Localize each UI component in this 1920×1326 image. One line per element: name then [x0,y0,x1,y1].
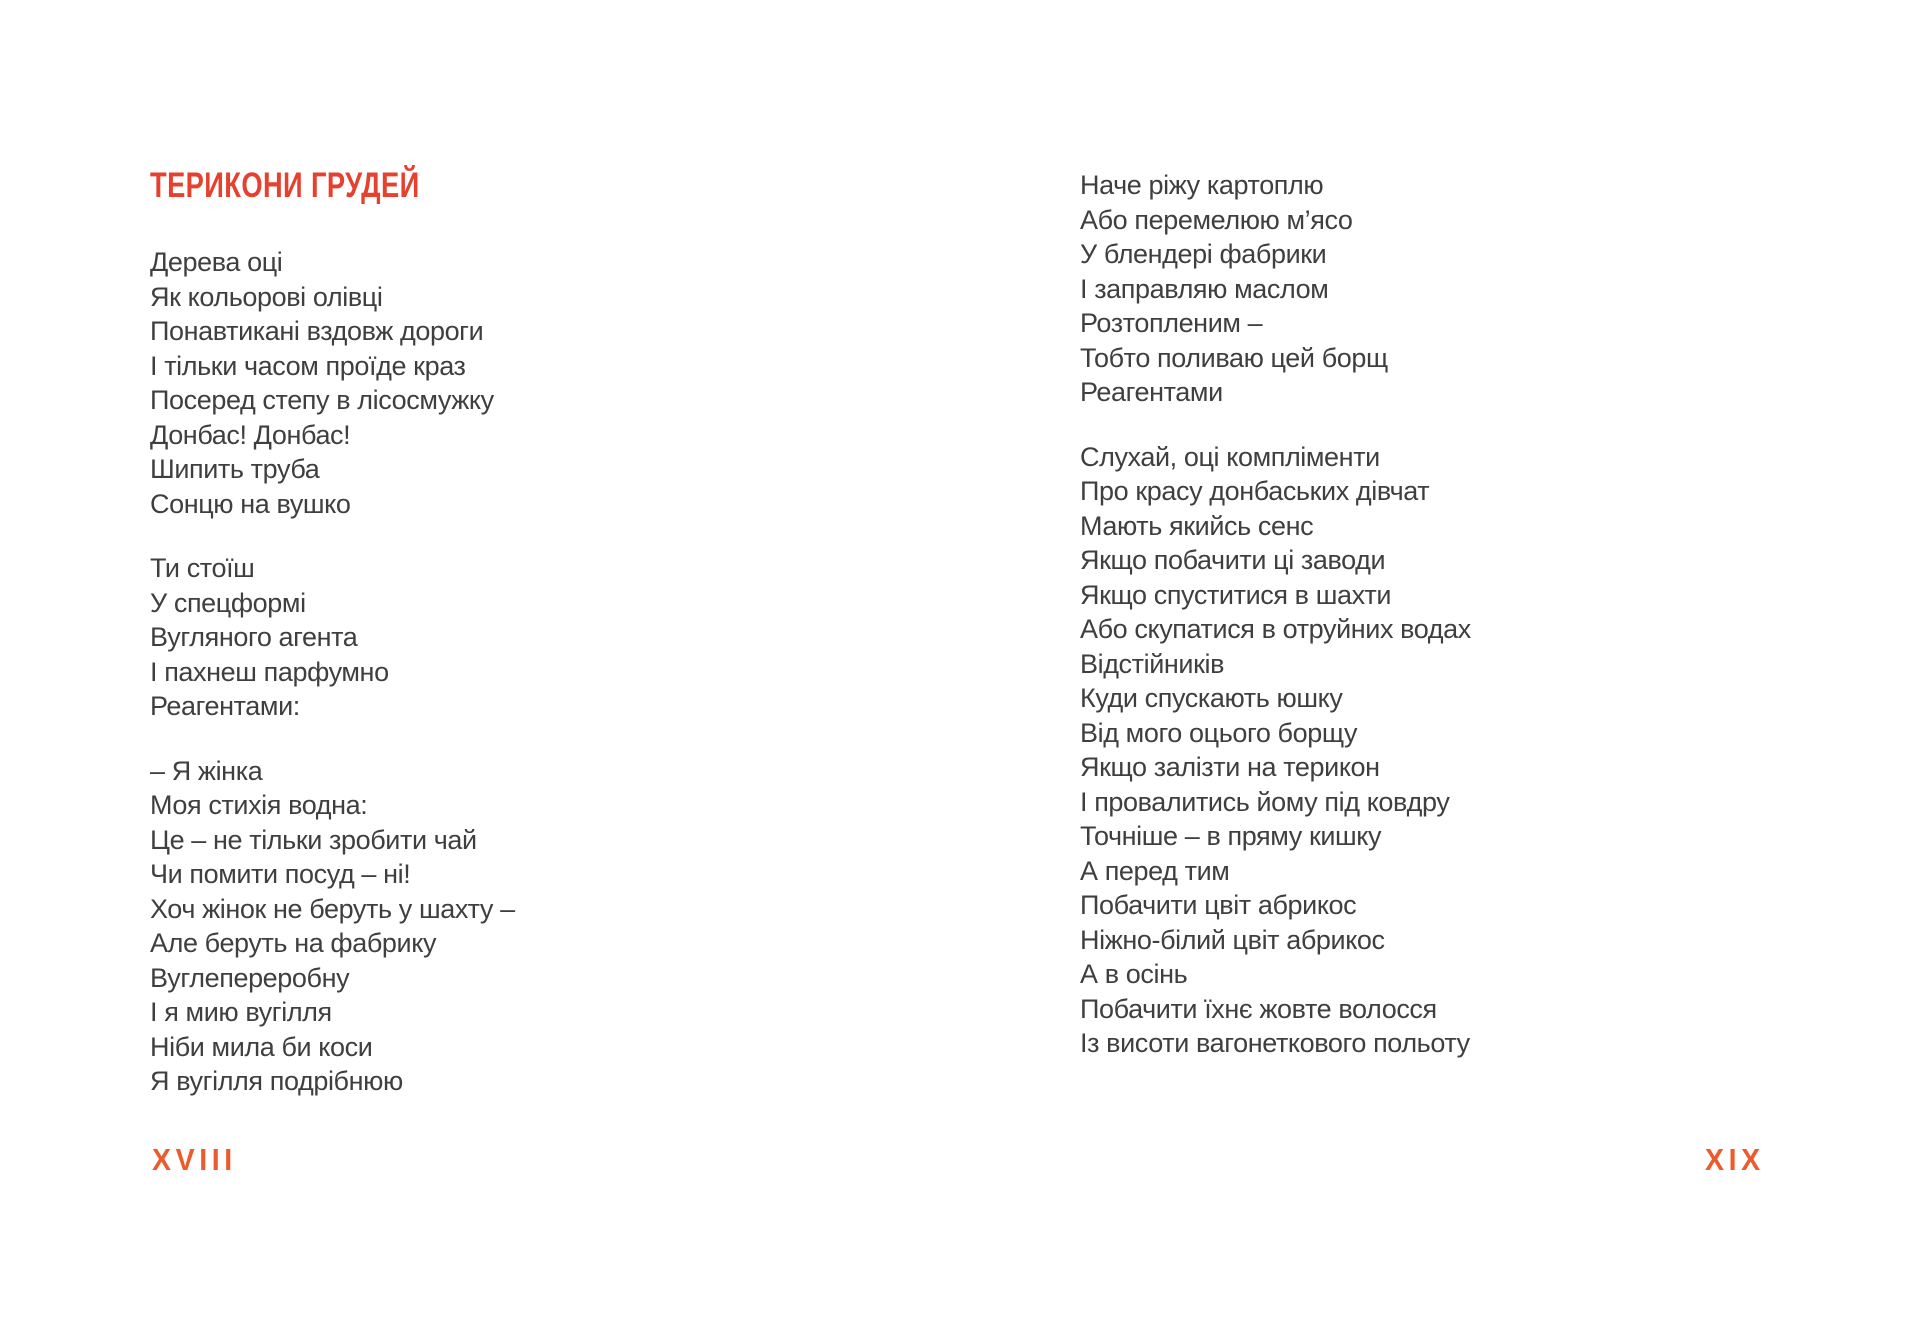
poem-line: Понавтикані вздовж дороги [150,316,484,346]
poem-line: Якщо залізти на терикон [1080,752,1380,782]
stanza [150,754,515,1099]
poem-line: Наче ріжу картоплю [1080,170,1324,200]
poem-line: Ніжно-білий цвіт абрикос [1080,924,1385,955]
poem-line: Куди спускають юшку [1080,683,1343,713]
poem-line: Хоч жінок не беруть у шахту – [150,893,515,924]
poem-line: Шипить труба [150,454,320,484]
poem-line: Моя стихія водна: [150,790,368,820]
poem-line: Як кольорові олівці [150,281,383,312]
poem-line: І пахнеш парфумно [150,656,389,687]
poem-line: Відстійників [1080,648,1225,679]
poem-line: Або скупатися в отруйних водах [1080,614,1471,644]
poem-line: Ніби мила би коси [150,1031,373,1062]
poem-line: Дерева оці [150,247,283,277]
poem-line: – Я жінка [150,755,263,786]
poem-line: Сонцю на вушко [150,488,351,519]
poem-line: І заправляю маслом [1080,273,1329,304]
poem-line: Із висоти вагонеткового польоту [1080,1028,1470,1058]
right-page [1080,168,1471,1091]
poem-line: Якщо побачити ці заводи [1080,545,1386,575]
poem-line: І тільки часом проїде краз [150,350,466,381]
stanza [1080,440,1471,1061]
left-page [150,168,515,1129]
poem-line: Побачити їхнє жовте волосся [1080,993,1437,1024]
poem-line: Розтопленим – [1080,308,1263,338]
poem-line: Тобто поливаю цей борщ [1080,342,1388,373]
poem-line: Донбас! Донбас! [150,419,351,450]
poem-line: Або перемелюю м’ясо [1080,204,1353,235]
poem-title: ТЕРИКОНИ ГРУДЕЙ [150,166,420,205]
poem-line: Це – не тільки зробити чай [150,824,477,855]
poem-line: А перед тим [1080,855,1230,886]
poem-line: Ти стоїш [150,553,255,583]
poem-line: І я мию вугілля [150,997,332,1027]
page-number-left: XVIII [152,1142,237,1177]
poem-line: Мають якийсь сенс [1080,510,1314,541]
poem-line: У блендері фабрики [1080,239,1327,269]
poem-line: Чи помити посуд – ні! [150,859,411,889]
stanza [150,551,515,724]
stanza [1080,168,1471,410]
poem-line: Реагентами: [150,691,300,721]
poem-line: А в осінь [1080,959,1188,989]
stanza [150,245,515,521]
poem-line: Вугляного агента [150,622,358,652]
poem-line: Слухай, оці компліменти [1080,441,1380,472]
poem-line: У спецформі [150,587,306,618]
poem-line: Від мого оцього борщу [1080,717,1358,748]
poem-line: Реагентами [1080,377,1223,407]
poem-line: І провалитись йому під ковдру [1080,786,1450,817]
poem-line: Точніше – в пряму кишку [1080,821,1382,851]
poem-line: Вуглепереробну [150,962,350,993]
poem-line: Про красу донбаських дівчат [1080,476,1430,506]
poem-line: Я вугілля подрібнюю [150,1066,403,1096]
poem-line: Якщо спуститися в шахти [1080,579,1392,610]
poem-line: Побачити цвіт абрикос [1080,890,1357,920]
poem-line: Але беруть на фабрику [150,928,437,958]
poem-line: Посеред степу в лісосмужку [150,385,494,415]
page-number-right: XIX [1705,1142,1765,1177]
